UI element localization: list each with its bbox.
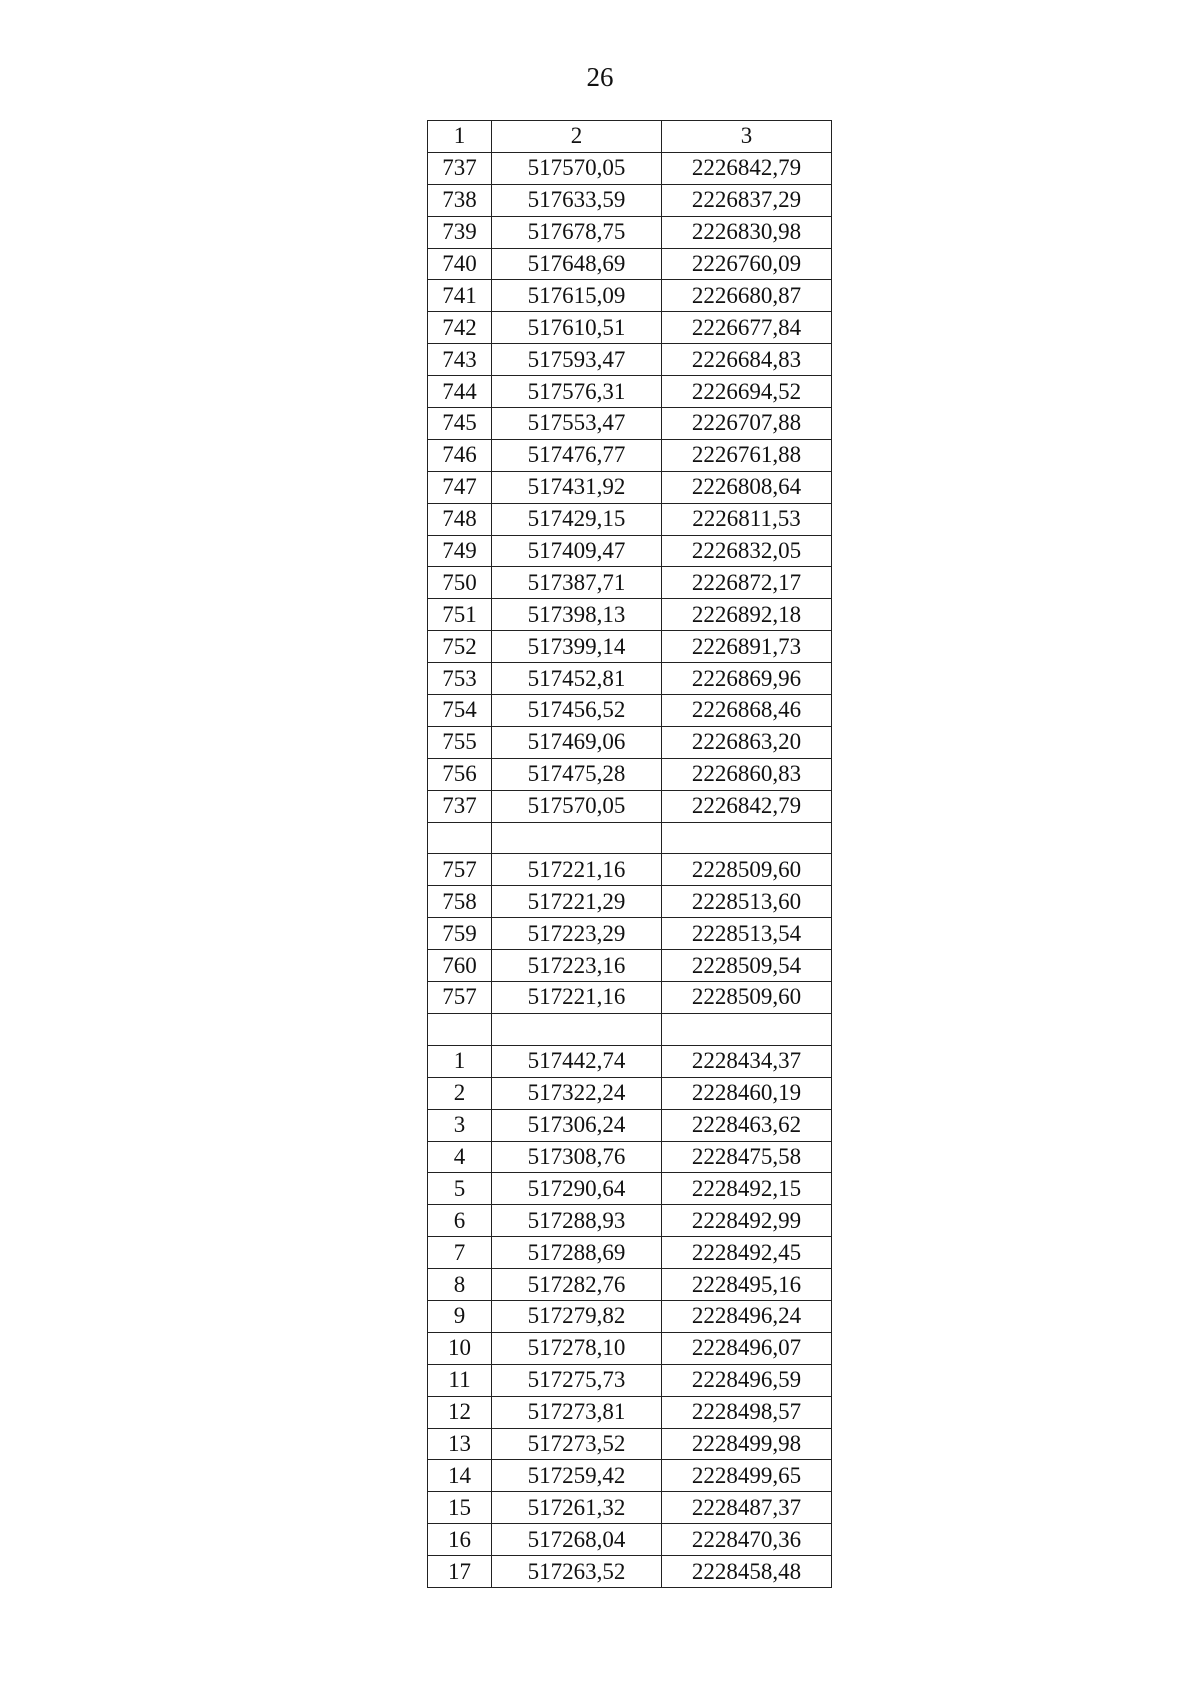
cell-x-coordinate: 517615,09 — [492, 280, 662, 312]
cell-y-coordinate: 2228496,24 — [662, 1300, 832, 1332]
table-row — [428, 1300, 832, 1332]
cell-y-coordinate: 2228499,65 — [662, 1460, 832, 1492]
cell-x-coordinate: 517387,71 — [492, 567, 662, 599]
cell-x-coordinate: 517273,52 — [492, 1428, 662, 1460]
cell-point-number: 741 — [428, 280, 492, 312]
page-number: 26 — [586, 62, 614, 92]
table-row — [428, 1109, 832, 1141]
cell-y-coordinate — [662, 822, 832, 854]
table-row — [428, 886, 832, 918]
cell-y-coordinate: 2228458,48 — [662, 1556, 832, 1588]
cell-y-coordinate: 2226892,18 — [662, 599, 832, 631]
cell-x-coordinate: 517288,69 — [492, 1237, 662, 1269]
cell-x-coordinate: 517288,93 — [492, 1205, 662, 1237]
cell-x-coordinate: 517475,28 — [492, 758, 662, 790]
cell-point-number: 752 — [428, 631, 492, 663]
cell-x-coordinate: 517398,13 — [492, 599, 662, 631]
table-row — [428, 1396, 832, 1428]
cell-y-coordinate: 2228513,54 — [662, 918, 832, 950]
cell-x-coordinate: 517409,47 — [492, 535, 662, 567]
cell-x-coordinate: 517633,59 — [492, 184, 662, 216]
cell-x-coordinate: 517456,52 — [492, 695, 662, 727]
cell-x-coordinate: 517452,81 — [492, 663, 662, 695]
cell-x-coordinate: 517221,29 — [492, 886, 662, 918]
header-cell-point-number: 1 — [428, 121, 492, 153]
cell-y-coordinate: 2228434,37 — [662, 1045, 832, 1077]
table-body — [428, 152, 832, 1587]
cell-point-number: 6 — [428, 1205, 492, 1237]
cell-y-coordinate: 2226680,87 — [662, 280, 832, 312]
table-row — [428, 1045, 832, 1077]
cell-y-coordinate: 2226868,46 — [662, 695, 832, 727]
cell-point-number: 746 — [428, 439, 492, 471]
table-row — [428, 1492, 832, 1524]
cell-y-coordinate: 2226891,73 — [662, 631, 832, 663]
cell-point-number: 4 — [428, 1141, 492, 1173]
table-row — [428, 408, 832, 440]
cell-x-coordinate — [492, 1013, 662, 1045]
cell-y-coordinate: 2226811,53 — [662, 503, 832, 535]
cell-point-number: 11 — [428, 1364, 492, 1396]
cell-y-coordinate: 2228496,07 — [662, 1332, 832, 1364]
cell-point-number: 2 — [428, 1077, 492, 1109]
cell-y-coordinate: 2226760,09 — [662, 248, 832, 280]
cell-y-coordinate: 2228509,60 — [662, 982, 832, 1014]
cell-y-coordinate: 2226830,98 — [662, 216, 832, 248]
cell-x-coordinate: 517279,82 — [492, 1300, 662, 1332]
cell-x-coordinate: 517469,06 — [492, 726, 662, 758]
cell-point-number — [428, 822, 492, 854]
cell-y-coordinate: 2228492,15 — [662, 1173, 832, 1205]
table-row — [428, 726, 832, 758]
cell-point-number: 753 — [428, 663, 492, 695]
table-row — [428, 631, 832, 663]
table-row — [428, 344, 832, 376]
cell-x-coordinate: 517223,16 — [492, 950, 662, 982]
cell-point-number: 14 — [428, 1460, 492, 1492]
cell-x-coordinate: 517308,76 — [492, 1141, 662, 1173]
cell-x-coordinate: 517442,74 — [492, 1045, 662, 1077]
cell-x-coordinate: 517678,75 — [492, 216, 662, 248]
cell-x-coordinate: 517306,24 — [492, 1109, 662, 1141]
cell-y-coordinate: 2226872,17 — [662, 567, 832, 599]
cell-x-coordinate: 517261,32 — [492, 1492, 662, 1524]
cell-x-coordinate: 517221,16 — [492, 854, 662, 886]
cell-y-coordinate: 2226684,83 — [662, 344, 832, 376]
table-row — [428, 854, 832, 886]
cell-x-coordinate: 517570,05 — [492, 790, 662, 822]
table-row — [428, 918, 832, 950]
table-row — [428, 1460, 832, 1492]
table-row — [428, 312, 832, 344]
cell-x-coordinate: 517431,92 — [492, 471, 662, 503]
cell-point-number: 738 — [428, 184, 492, 216]
cell-point-number: 756 — [428, 758, 492, 790]
table-row — [428, 822, 832, 854]
cell-point-number: 7 — [428, 1237, 492, 1269]
cell-y-coordinate: 2226837,29 — [662, 184, 832, 216]
cell-x-coordinate: 517223,29 — [492, 918, 662, 950]
cell-x-coordinate: 517570,05 — [492, 152, 662, 184]
cell-y-coordinate: 2226842,79 — [662, 152, 832, 184]
cell-y-coordinate: 2228498,57 — [662, 1396, 832, 1428]
cell-x-coordinate: 517282,76 — [492, 1269, 662, 1301]
cell-point-number — [428, 1013, 492, 1045]
cell-point-number: 740 — [428, 248, 492, 280]
coordinates-table — [427, 120, 832, 1588]
cell-point-number: 747 — [428, 471, 492, 503]
cell-point-number: 737 — [428, 152, 492, 184]
table-row — [428, 1364, 832, 1396]
table-row — [428, 1141, 832, 1173]
cell-point-number: 744 — [428, 376, 492, 408]
cell-x-coordinate: 517399,14 — [492, 631, 662, 663]
table-row — [428, 1173, 832, 1205]
cell-y-coordinate — [662, 1013, 832, 1045]
cell-point-number: 16 — [428, 1524, 492, 1556]
cell-point-number: 760 — [428, 950, 492, 982]
cell-point-number: 750 — [428, 567, 492, 599]
table-row — [428, 663, 832, 695]
cell-point-number: 757 — [428, 982, 492, 1014]
cell-x-coordinate — [492, 822, 662, 854]
cell-x-coordinate: 517553,47 — [492, 408, 662, 440]
cell-point-number: 8 — [428, 1269, 492, 1301]
table-row — [428, 376, 832, 408]
table-row — [428, 184, 832, 216]
cell-point-number: 737 — [428, 790, 492, 822]
cell-point-number: 751 — [428, 599, 492, 631]
cell-y-coordinate: 2226832,05 — [662, 535, 832, 567]
table-row — [428, 1556, 832, 1588]
cell-x-coordinate: 517322,24 — [492, 1077, 662, 1109]
cell-point-number: 15 — [428, 1492, 492, 1524]
cell-y-coordinate: 2226694,52 — [662, 376, 832, 408]
cell-y-coordinate: 2228460,19 — [662, 1077, 832, 1109]
cell-point-number: 10 — [428, 1332, 492, 1364]
cell-y-coordinate: 2226707,88 — [662, 408, 832, 440]
table-row — [428, 1332, 832, 1364]
cell-y-coordinate: 2228499,98 — [662, 1428, 832, 1460]
table-row — [428, 439, 832, 471]
table-row — [428, 471, 832, 503]
table-row — [428, 950, 832, 982]
table-row — [428, 503, 832, 535]
cell-x-coordinate: 517290,64 — [492, 1173, 662, 1205]
table-row — [428, 248, 832, 280]
cell-x-coordinate: 517221,16 — [492, 982, 662, 1014]
cell-point-number: 758 — [428, 886, 492, 918]
cell-y-coordinate: 2226677,84 — [662, 312, 832, 344]
cell-point-number: 12 — [428, 1396, 492, 1428]
table-row — [428, 1077, 832, 1109]
cell-x-coordinate: 517263,52 — [492, 1556, 662, 1588]
cell-x-coordinate: 517259,42 — [492, 1460, 662, 1492]
cell-y-coordinate: 2228475,58 — [662, 1141, 832, 1173]
table-row — [428, 695, 832, 727]
cell-y-coordinate: 2226761,88 — [662, 439, 832, 471]
cell-point-number: 17 — [428, 1556, 492, 1588]
cell-x-coordinate: 517476,77 — [492, 439, 662, 471]
cell-x-coordinate: 517275,73 — [492, 1364, 662, 1396]
cell-point-number: 748 — [428, 503, 492, 535]
cell-y-coordinate: 2228509,60 — [662, 854, 832, 886]
cell-y-coordinate: 2228470,36 — [662, 1524, 832, 1556]
table-row — [428, 1237, 832, 1269]
cell-y-coordinate: 2228513,60 — [662, 886, 832, 918]
table-row — [428, 1013, 832, 1045]
cell-point-number: 743 — [428, 344, 492, 376]
table-row — [428, 152, 832, 184]
cell-point-number: 742 — [428, 312, 492, 344]
table-row — [428, 567, 832, 599]
cell-point-number: 739 — [428, 216, 492, 248]
cell-x-coordinate: 517576,31 — [492, 376, 662, 408]
table-row — [428, 982, 832, 1014]
cell-x-coordinate: 517593,47 — [492, 344, 662, 376]
cell-point-number: 754 — [428, 695, 492, 727]
table-row — [428, 1205, 832, 1237]
cell-point-number: 759 — [428, 918, 492, 950]
cell-y-coordinate: 2228463,62 — [662, 1109, 832, 1141]
cell-x-coordinate: 517429,15 — [492, 503, 662, 535]
cell-point-number: 1 — [428, 1045, 492, 1077]
cell-y-coordinate: 2228495,16 — [662, 1269, 832, 1301]
cell-y-coordinate: 2226863,20 — [662, 726, 832, 758]
table-header-row — [428, 121, 832, 153]
cell-point-number: 755 — [428, 726, 492, 758]
cell-x-coordinate: 517278,10 — [492, 1332, 662, 1364]
cell-point-number: 757 — [428, 854, 492, 886]
cell-y-coordinate: 2226808,64 — [662, 471, 832, 503]
header-cell-y: 3 — [662, 121, 832, 153]
table-row — [428, 280, 832, 312]
table-row — [428, 1524, 832, 1556]
table-row — [428, 790, 832, 822]
cell-y-coordinate: 2228496,59 — [662, 1364, 832, 1396]
cell-point-number: 3 — [428, 1109, 492, 1141]
cell-y-coordinate: 2228487,37 — [662, 1492, 832, 1524]
cell-x-coordinate: 517648,69 — [492, 248, 662, 280]
table-row — [428, 599, 832, 631]
cell-point-number: 13 — [428, 1428, 492, 1460]
cell-y-coordinate: 2226842,79 — [662, 790, 832, 822]
cell-x-coordinate: 517610,51 — [492, 312, 662, 344]
header-cell-x: 2 — [492, 121, 662, 153]
cell-point-number: 9 — [428, 1300, 492, 1332]
cell-point-number: 745 — [428, 408, 492, 440]
cell-point-number: 5 — [428, 1173, 492, 1205]
table-row — [428, 758, 832, 790]
cell-x-coordinate: 517273,81 — [492, 1396, 662, 1428]
cell-y-coordinate: 2228509,54 — [662, 950, 832, 982]
cell-x-coordinate: 517268,04 — [492, 1524, 662, 1556]
cell-y-coordinate: 2228492,99 — [662, 1205, 832, 1237]
cell-point-number: 749 — [428, 535, 492, 567]
table-row — [428, 1428, 832, 1460]
cell-y-coordinate: 2228492,45 — [662, 1237, 832, 1269]
table-row — [428, 216, 832, 248]
table-row — [428, 535, 832, 567]
cell-y-coordinate: 2226869,96 — [662, 663, 832, 695]
cell-y-coordinate: 2226860,83 — [662, 758, 832, 790]
table-row — [428, 1269, 832, 1301]
